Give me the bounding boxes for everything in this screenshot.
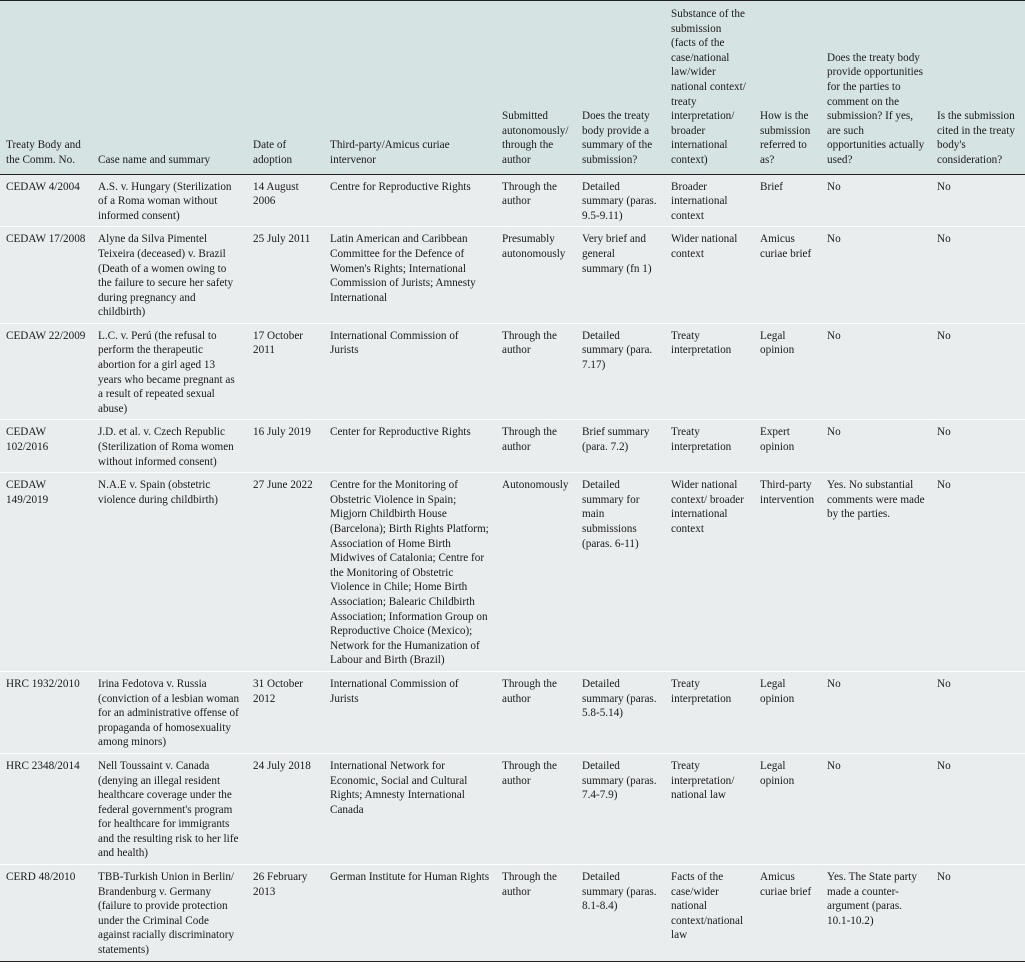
table-row	[0, 671, 1025, 753]
cell-referred: Expert opinion	[754, 420, 821, 473]
cell-substance: Wider national context	[665, 227, 754, 324]
cell-cited: No	[931, 865, 1025, 962]
cell-date: 26 February 2013	[247, 865, 324, 962]
cell-cited: No	[931, 671, 1025, 753]
cell-summary: Detailed summary (paras. 8.1-8.4)	[576, 865, 665, 962]
cell-intervenor: Centre for the Monitoring of Obstetric Violence in Spain; Migjorn Childbirth House (Barcelona); Birth Rights Platform; Association of Home Birth Midwives of Catalonia; Centre for the Monitoring of Obstetric Violence in Chile; Home Birth Association; Balearic Childbirth Association; Information Group on Reproductive Choice (Mexico); Network for the Humanization of Labour and Birth (Brazil)	[324, 473, 496, 672]
table-row	[0, 420, 1025, 473]
header-substance: Substance of the submission (facts of the case/national law/wider national context/ treaty interpretation/ broader international context)	[665, 1, 754, 175]
cell-comment: No	[821, 753, 931, 864]
cell-treaty-body: CEDAW 4/2004	[0, 174, 92, 227]
cell-submitted: Through the author	[496, 323, 576, 420]
cell-substance: Treaty interpretation	[665, 323, 754, 420]
cell-date: 27 June 2022	[247, 473, 324, 672]
cell-substance: Broader international context	[665, 174, 754, 227]
header-comment: Does the treaty body provide opportunities for the parties to comment on the submission? If yes, are such opportunities actually used?	[821, 1, 931, 175]
cell-referred: Legal opinion	[754, 323, 821, 420]
cell-referred: Legal opinion	[754, 753, 821, 864]
cell-cited: No	[931, 227, 1025, 324]
cell-cited: No	[931, 174, 1025, 227]
cell-comment: No	[821, 671, 931, 753]
table-header	[0, 1, 1025, 175]
header-summary: Does the treaty body provide a summary of the submission?	[576, 1, 665, 175]
cell-treaty-body: CEDAW 17/2008	[0, 227, 92, 324]
cell-referred: Legal opinion	[754, 671, 821, 753]
cell-substance: Treaty interpretation/ national law	[665, 753, 754, 864]
table-row	[0, 227, 1025, 324]
table-row	[0, 473, 1025, 672]
table-row	[0, 174, 1025, 227]
cell-intervenor: International Commission of Jurists	[324, 323, 496, 420]
cell-referred: Brief	[754, 174, 821, 227]
cell-cited: No	[931, 420, 1025, 473]
table-row	[0, 323, 1025, 420]
cell-substance: Wider national context/ broader international context	[665, 473, 754, 672]
header-referred: How is the submission referred to as?	[754, 1, 821, 175]
header-treaty-body: Treaty Body and the Comm. No.	[0, 1, 92, 175]
cell-date: 24 July 2018	[247, 753, 324, 864]
cell-submitted: Through the author	[496, 420, 576, 473]
cell-submitted: Through the author	[496, 671, 576, 753]
cell-intervenor: German Institute for Human Rights	[324, 865, 496, 962]
cell-intervenor: Latin American and Caribbean Committee for the Defence of Women's Rights; International Commission of Jurists; Amnesty International	[324, 227, 496, 324]
cell-comment: No	[821, 227, 931, 324]
cell-case-name: J.D. et al. v. Czech Republic (Sterilization of Roma women without informed consent)	[92, 420, 247, 473]
cell-case-name: A.S. v. Hungary (Sterilization of a Roma woman without informed consent)	[92, 174, 247, 227]
cell-substance: Treaty interpretation	[665, 420, 754, 473]
cell-date: 14 August 2006	[247, 174, 324, 227]
cell-treaty-body: HRC 2348/2014	[0, 753, 92, 864]
header-submitted: Submitted autonomously/ through the author	[496, 1, 576, 175]
cell-submitted: Presumably autonomously	[496, 227, 576, 324]
cell-date: 17 October 2011	[247, 323, 324, 420]
cell-submitted: Through the author	[496, 174, 576, 227]
cell-treaty-body: HRC 1932/2010	[0, 671, 92, 753]
cell-treaty-body: CEDAW 22/2009	[0, 323, 92, 420]
cell-summary: Brief summary (para. 7.2)	[576, 420, 665, 473]
cell-substance: Treaty interpretation	[665, 671, 754, 753]
cell-case-name: Alyne da Silva Pimentel Teixeira (deceased) v. Brazil (Death of a women owing to the failure to secure her safety during pregnancy and childbirth)	[92, 227, 247, 324]
header-cited: Is the submission cited in the treaty body's consideration?	[931, 1, 1025, 175]
cell-submitted: Through the author	[496, 865, 576, 962]
cell-comment: Yes. No substantial comments were made by the parties.	[821, 473, 931, 672]
header-date: Date of adoption	[247, 1, 324, 175]
cell-intervenor: International Network for Economic, Social and Cultural Rights; Amnesty International Canada	[324, 753, 496, 864]
cell-summary: Detailed summary for main submissions (paras. 6-11)	[576, 473, 665, 672]
header-intervenor: Third-party/Amicus curiae intervenor	[324, 1, 496, 175]
table-row	[0, 753, 1025, 864]
cell-date: 16 July 2019	[247, 420, 324, 473]
cell-cited: No	[931, 753, 1025, 864]
cell-comment: Yes. The State party made a counter-argument (paras. 10.1-10.2)	[821, 865, 931, 962]
cell-referred: Amicus curiae brief	[754, 865, 821, 962]
cell-referred: Amicus curiae brief	[754, 227, 821, 324]
cell-summary: Detailed summary (paras. 7.4-7.9)	[576, 753, 665, 864]
header-case-name: Case name and summary	[92, 1, 247, 175]
cell-intervenor: Centre for Reproductive Rights	[324, 174, 496, 227]
cell-date: 25 July 2011	[247, 227, 324, 324]
cell-comment: No	[821, 174, 931, 227]
cell-substance: Facts of the case/wider national context/national law	[665, 865, 754, 962]
table-body	[0, 174, 1025, 961]
cell-treaty-body: CEDAW 102/2016	[0, 420, 92, 473]
cell-treaty-body: CERD 48/2010	[0, 865, 92, 962]
cell-case-name: TBB-Turkish Union in Berlin/ Brandenburg v. Germany (failure to provide protection under the Criminal Code against racially discriminatory statements)	[92, 865, 247, 962]
cell-cited: No	[931, 323, 1025, 420]
cell-case-name: Nell Toussaint v. Canada (denying an illegal resident healthcare coverage under the federal government's program for healthcare for immigrants and the resulting risk to her life and health)	[92, 753, 247, 864]
cell-cited: No	[931, 473, 1025, 672]
cell-comment: No	[821, 420, 931, 473]
cell-date: 31 October 2012	[247, 671, 324, 753]
table-row	[0, 865, 1025, 962]
cell-referred: Third-party intervention	[754, 473, 821, 672]
cell-case-name: L.C. v. Perú (the refusal to perform the therapeutic abortion for a girl aged 13 years who became pregnant as a result of repeated sexual abuse)	[92, 323, 247, 420]
cell-intervenor: International Commission of Jurists	[324, 671, 496, 753]
cell-summary: Detailed summary (para. 7.17)	[576, 323, 665, 420]
cell-submitted: Autonomously	[496, 473, 576, 672]
cell-summary: Very brief and general summary (fn 1)	[576, 227, 665, 324]
cell-summary: Detailed summary (paras. 5.8-5.14)	[576, 671, 665, 753]
cell-treaty-body: CEDAW 149/2019	[0, 473, 92, 672]
cell-case-name: N.A.E v. Spain (obstetric violence during childbirth)	[92, 473, 247, 672]
cell-case-name: Irina Fedotova v. Russia (conviction of a lesbian woman for an administrative offense of propaganda of homosexuality among minors)	[92, 671, 247, 753]
cell-comment: No	[821, 323, 931, 420]
cell-submitted: Through the author	[496, 753, 576, 864]
cell-intervenor: Center for Reproductive Rights	[324, 420, 496, 473]
header-row	[0, 1, 1025, 175]
cell-summary: Detailed summary (paras. 9.5-9.11)	[576, 174, 665, 227]
